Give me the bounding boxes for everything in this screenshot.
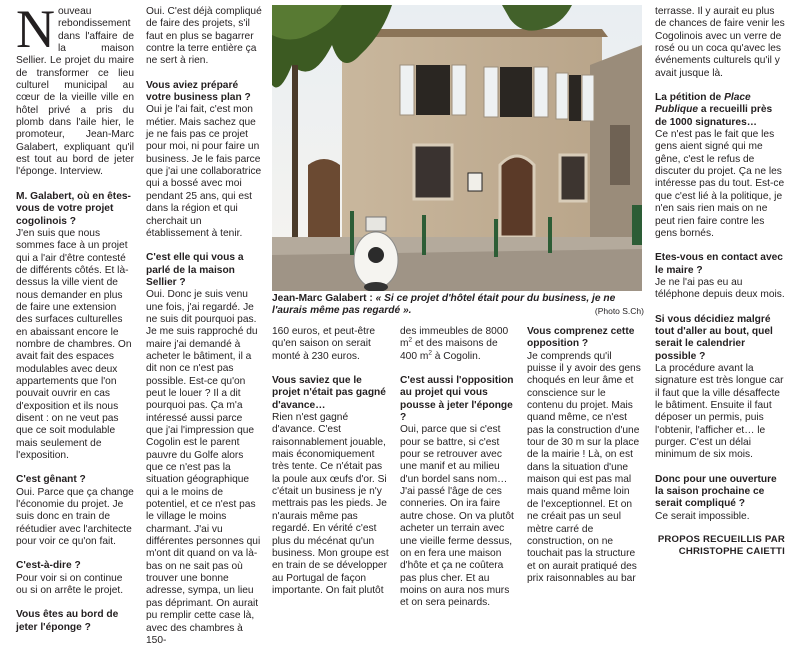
- question: [655, 92, 785, 129]
- answer: Oui. Parce que ça change l'économie du projet. Je suis donc en train de réétudier avec l'architecte pour voir ce qu'on fait.: [16, 486, 134, 548]
- superscript: 2: [428, 349, 432, 357]
- column-2: [146, 6, 262, 647]
- photo-credit: (Photo S.Ch): [594, 306, 644, 316]
- q-part-em: Place Publique: [655, 92, 751, 116]
- drop-cap: N: [16, 0, 55, 59]
- q-part: La pétition de: [655, 92, 725, 104]
- building-photo: [272, 5, 642, 291]
- answer: Oui. C'est déjà compliqué de faire des projets, s'il faut en plus se bagarrer contre la terre entière ça ne sert à rien.: [146, 6, 262, 67]
- column-4: [400, 326, 517, 610]
- article-intro: [16, 0, 134, 179]
- answer: J'en suis que nous sommes face à un projet qui a l'air d'être contesté de différents côtés. Et là-dessus la ville vient de nous demander en plus de faire une extension des surfaces culturelles en abaissant encore le nombre de chambres. On avait fait des espaces modulables avec deux appartements que l'on pouvait ouvrir en cas d'exposition et ils nous disent : on ne veut pas que ce soit modulable mais seulement de l'exposition.: [16, 227, 132, 462]
- byline-line: PROPOS RECUEILLIS PAR: [657, 534, 785, 545]
- q-part: a recueilli près de 1000 signatures…: [655, 104, 773, 128]
- answer: Ce serait impossible.: [655, 510, 750, 522]
- question: Si vous décidiez malgré tout d'aller au bout, quel serait le calendrier possible ?: [655, 313, 773, 362]
- column-5: [527, 326, 642, 585]
- question: C'est elle qui vous a parlé de la maison Sellier ?: [146, 252, 244, 288]
- lead-part: à Cogolin.: [431, 350, 481, 362]
- question: Vous comprenez cette opposition ?: [527, 326, 635, 350]
- question: C'est-à-dire ?: [16, 560, 81, 572]
- answer: Rien n'est gagné d'avance. C'est raisonnablement jouable, mais économiquement très tente. Ce n'était pas la poule aux œufs d'or. Si c'était un business je n'y mettrais pas les pieds. Je n'aurais même pas regardé. En vérité c'est plus du mécénat qu'un business. Mon groupe est en train de se développer au Portugal de façon importante. On fait plutôt: [272, 412, 389, 596]
- question: M. Galabert, où en êtes-vous de votre projet cogolinois ?: [16, 190, 131, 227]
- answer: Je comprends qu'il puisse il y avoir des gens choqués en leur âme et conscience sur le contenu du projet. Mais quand même, ce n'est pas la construction d'une tour de 30 m sur la place de la mairie ! Là, on est dans la situation d'une maison qui est pas mal mais quand même loin de l'exceptionnel. Et on ne créait pas un seul mètre carré de construction, on ne touchait pas la structure et on aurait pratiqué des prix raisonnables au bar: [527, 350, 641, 584]
- question: Vous êtes au bord de jeter l'éponge ?: [16, 609, 119, 633]
- question: C'est aussi l'opposition au projet qui vous pousse à jeter l'éponge ?: [400, 375, 514, 424]
- column-3: [272, 326, 389, 597]
- lead-part: et des maisons de 400 m: [400, 338, 498, 362]
- answer: La procédure avant la signature est très longue car il faut que la ville désaffecte le bâtiment. Ensuite il faut déposer un permis, puis l'obtenir, l'afficher et… le purger. C'est un délai minimum de six mois.: [655, 362, 784, 461]
- byline: [655, 534, 785, 558]
- caption-quote: « Si ce projet d'hôtel était pour du business, je ne l'aurais même pas regardé ».: [272, 293, 616, 316]
- question: Vous aviez préparé votre business plan ?: [146, 79, 251, 104]
- answer: 160 euros, et peut-être qu'en saison on serait monté à 230 euros.: [272, 326, 376, 362]
- column-6: [655, 6, 785, 523]
- caption-label: Jean-Marc Galabert :: [272, 293, 373, 304]
- question: Etes-vous en contact avec le maire ?: [655, 252, 783, 276]
- answer: [400, 326, 517, 363]
- question: Vous saviez que le projet n'était pas gagné d'avance…: [272, 375, 386, 411]
- photo-caption: [272, 293, 644, 317]
- answer: Oui. Donc je suis venu une fois, j'ai regardé. Je ne suis dit pourquoi pas. Je me suis rapproché du maire j'ai demandé à acheter le bâtiment, il a dit non ce n'est pas possible. Est-ce qu'on peut le louer ? Il a dit pourquoi pas. Ça m'a intéressé aussi parce que j'ai l'impression que Cogolin est le parent pauvre du Golfe alors que ce n'est pas la situation géographique qui a le moins de potentiel, et ce n'est pas le village le moins charmant. J'ai vu différentes personnes qui m'ont dit quand on va là-bas on ne sait pas où trouver une bonne adresse, sympa, un lieu pas déprimant. On aurait pu remplir cette case là, avec des chambres à 150-: [146, 289, 261, 646]
- intro-label: Interview.: [59, 166, 103, 178]
- lead-part: des immeubles de 8000 m: [400, 326, 509, 350]
- answer: Ce n'est pas le fait que les gens aient signé qui me gêne, c'est le refus de discuter du projet. Ça ne les intéresse pas du tout. Est-ce que c'est lié à la politique, je n'en sais rien mais on ne peut rien faire contre les gens bornés.: [655, 129, 785, 239]
- byline-author: CHRISTOPHE CAIETTI: [678, 546, 785, 557]
- superscript: 2: [408, 336, 413, 344]
- answer: Oui, parce que si c'est pour se battre, si c'est pour se retrouver avec une manif et au milieu d'un bordel sans nom… J'ai passé l'âge de ces conneries. On ira faire autre chose. On va plutôt acheter un terrain avec une vieille ferme dessus, on en fera une maison d'hôte et ça ne coûtera pas plus cher. Et au moins on aura nos murs et on sera peinards.: [400, 424, 514, 609]
- answer: Je ne l'ai pas eu au téléphone depuis deux mois.: [655, 276, 785, 301]
- question: Donc pour une ouverture la saison prochaine ce serait compliqué ?: [655, 473, 777, 510]
- answer: Pour voir si on continue ou si on arrête le projet.: [16, 572, 124, 597]
- column-1: [16, 0, 134, 634]
- question: C'est gênant ?: [16, 474, 86, 486]
- answer: Oui je l'ai fait, c'est mon métier. Mais sachez que je ne fais pas ce projet pour moi, ni pour faire un business. Je le fais parce que j'ai une collaboratrice qui a bossé avec moi pendant 25 ans, qui est dans la région et qui cherchait un établissement à tenir.: [146, 104, 262, 239]
- answer: terrasse. Il y aurait eu plus de chances de faire venir les Cogolinois avec un verre de rosé ou un coca qu'avec les événements culturels qu'il y avait jusque là.: [655, 6, 785, 79]
- intro-text: ouveau rebondissement dans l'affaire de la maison Sellier. Le projet du maire de transformer ce lieu culturel municipal au cœur de la vieille ville en hôtel privé a pris du plomb dans l'aile hier, le promoteur, Jean-Marc Galabert, expliquant qu'il est tout au bord de jeter l'éponge.: [16, 6, 134, 178]
